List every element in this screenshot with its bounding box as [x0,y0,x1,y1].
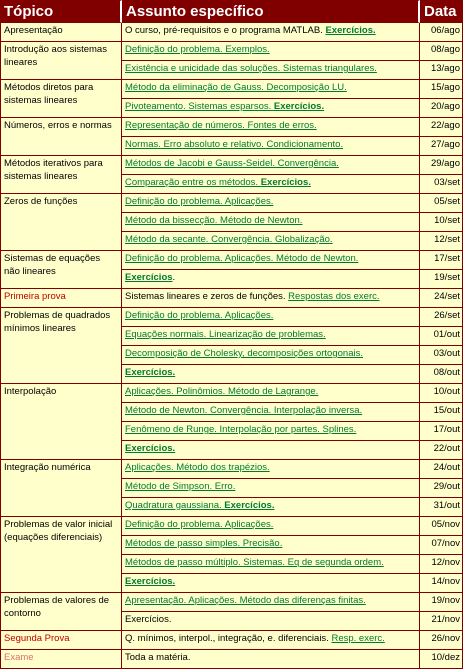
topic-link[interactable]: Aplicações. Polinômios. Método de Lagrange. [125,386,319,397]
date-cell: 08/ago [420,42,463,61]
subject-cell [122,232,420,251]
subject-cell [122,517,420,536]
topic-cell: Problemas de valores de contorno [0,593,122,631]
topic-cell: Métodos diretos para sistemas lineares [0,80,122,118]
date-cell: 17/out [420,422,463,441]
subject-cell [122,403,420,422]
subject-cell [122,194,420,213]
topic-link[interactable]: Quadratura gaussiana. [125,500,225,511]
date-cell: 03/out [420,346,463,365]
topic-cell: Introdução aos sistemas lineares [0,42,122,80]
topic-link[interactable]: Comparação entre os métodos. [125,177,261,188]
subject-cell [122,213,420,232]
date-cell: 07/nov [420,536,463,555]
topic-cell: Problemas de valor inicial (equações diferenciais) [0,517,122,593]
date-cell: 01/out [420,327,463,346]
subject-cell [122,99,420,118]
date-cell: 13/ago [420,61,463,80]
exercises-link[interactable]: Exercícios. [125,367,176,378]
subject-cell [122,118,420,137]
table-row [0,517,463,536]
exercises-link[interactable]: Exercícios. [273,101,325,112]
date-cell: 26/set [420,308,463,327]
subject-text: Toda a matéria. [125,652,191,663]
subject-cell [122,270,420,289]
exercises-link[interactable]: Exercícios. [224,500,275,511]
table-row [0,42,463,61]
table-row [0,593,463,612]
date-cell: 15/out [420,403,463,422]
subject-cell [122,479,420,498]
subject-cell [122,574,420,593]
subject-text: . [172,272,176,283]
subject-cell [122,61,420,80]
topic-link[interactable]: Representação de números. Fontes de erros. [125,120,317,131]
table-row [0,80,463,99]
date-cell: 27/ago [420,137,463,156]
topic-link[interactable]: Definição do problema. Aplicações. [125,310,274,321]
subject-cell [122,308,420,327]
subject-cell [122,536,420,555]
topic-link[interactable]: Definição do problema. Exemplos. [125,44,270,55]
date-cell: 05/set [420,194,463,213]
table-row [0,631,463,650]
date-cell: 26/nov [420,631,463,650]
topic-cell: Números, erros e normas [0,118,122,156]
table-row [0,289,463,308]
subject-cell [122,593,420,612]
table-row [0,308,463,327]
exercises-link[interactable]: Exercícios. [260,177,311,188]
topic-link[interactable]: Método de Newton. Convergência. Interpolação inversa. [125,405,363,416]
subject-cell [122,460,420,479]
subject-cell [122,650,420,669]
date-cell: 21/nov [420,612,463,631]
subject-cell [122,156,420,175]
table-row [0,650,463,669]
topic-link[interactable]: Respostas dos exerc. [288,291,380,302]
exercises-link[interactable]: Exercícios. [125,576,176,587]
date-cell: 12/set [420,232,463,251]
subject-text: O curso, pré-requisitos e o programa MATLAB. [125,25,326,36]
subject-cell [122,384,420,403]
subject-cell [122,346,420,365]
subject-cell [122,498,420,517]
topic-cell: Interpolação [0,384,122,460]
topic-link[interactable]: Método da secante. Convergência. Globalização. [125,234,333,245]
date-cell: 29/out [420,479,463,498]
topic-link[interactable]: Existência e unicidade das soluções. Sistemas triangulares. [125,63,377,74]
date-cell: 24/set [420,289,463,308]
topic-link[interactable]: Resp. exerc. [331,633,385,644]
subject-cell [122,42,420,61]
table-row [0,156,463,175]
topic-cell: Sistemas de equações não lineares [0,251,122,289]
topic-cell: Problemas de quadrados mínimos lineares [0,308,122,384]
table-row [0,251,463,270]
date-cell: 22/out [420,441,463,460]
topic-link[interactable]: Definição do problema. Aplicações. Método de Newton. [125,253,359,264]
topic-link[interactable]: Apresentação. Aplicações. Método das diferenças finitas. [125,595,366,606]
topic-cell: Métodos iterativos para sistemas lineares [0,156,122,194]
table-row [0,23,463,42]
topic-cell: Zeros de funções [0,194,122,251]
topic-link[interactable]: Definição do problema. Aplicações. [125,519,274,530]
exercises-link[interactable]: Exercícios [125,272,173,283]
header-topic: Tópico [0,0,122,23]
subject-cell [122,289,420,308]
date-cell: 15/ago [420,80,463,99]
topic-link[interactable]: Aplicações. Método dos trapézios. [125,462,270,473]
date-cell: 05/nov [420,517,463,536]
date-cell: 24/out [420,460,463,479]
exercises-link[interactable]: Exercícios. [125,443,176,454]
topic-link[interactable]: Normas. Erro absoluto e relativo. Condicionamento. [125,139,344,150]
subject-cell [122,631,420,650]
table-row [0,384,463,403]
date-cell: 14/nov [420,574,463,593]
topic-link[interactable]: Métodos de Jacobi e Gauss-Seidel. Convergência. [125,158,339,169]
date-cell: 10/out [420,384,463,403]
subject-text: Q. mínimos, interpol., integração, e. diferenciais. [125,633,332,644]
topic-link[interactable]: Método da eliminação de Gauss. Decomposição LU. [125,82,347,93]
subject-cell [122,80,420,99]
date-cell: 06/ago [420,23,463,42]
date-cell: 08/out [420,365,463,384]
subject-cell [122,365,420,384]
topic-cell: Integração numérica [0,460,122,517]
topic-cell: Primeira prova [0,289,122,308]
subject-cell [122,612,420,631]
topic-link[interactable]: Métodos de passo simples. Precisão. [125,538,283,549]
subject-text: Sistemas lineares e zeros de funções. [125,291,289,302]
date-cell: 19/set [420,270,463,289]
subject-cell [122,137,420,156]
topic-link[interactable]: Equações normais. Linearização de problemas. [125,329,326,340]
header-date: Data [420,0,463,23]
date-cell: 12/nov [420,555,463,574]
subject-cell [122,441,420,460]
header-subject: Assunto específico [122,0,420,23]
subject-cell [122,251,420,270]
subject-cell [122,175,420,194]
topic-link[interactable]: Método de Simpson. Erro. [125,481,236,492]
topic-link[interactable]: Definição do problema. Aplicações. [125,196,274,207]
date-cell: 31/out [420,498,463,517]
date-cell: 22/ago [420,118,463,137]
date-cell: 17/set [420,251,463,270]
table-row [0,460,463,479]
subject-cell [122,23,420,42]
date-cell: 20/ago [420,99,463,118]
date-cell: 10/set [420,213,463,232]
table-row [0,194,463,213]
topic-link[interactable]: Métodos de passo múltiplo. Sistemas. Eq de segunda ordem. [125,557,384,568]
topic-link[interactable]: Decomposição de Cholesky, decomposições ortogonais. [125,348,363,359]
subject-text: Exercícios. [125,614,172,625]
topic-link[interactable]: Método da bissecção. Método de Newton. [125,215,303,226]
date-cell: 19/nov [420,593,463,612]
date-cell: 10/dez [420,650,463,669]
table-row [0,118,463,137]
topic-cell: Segunda Prova [0,631,122,650]
exercises-link[interactable]: Exercícios. [325,25,376,36]
subject-cell [122,327,420,346]
topic-link[interactable]: Fenômeno de Runge. Interpolação por partes. Splines. [125,424,357,435]
date-cell: 29/ago [420,156,463,175]
date-cell: 03/set [420,175,463,194]
subject-cell [122,422,420,441]
subject-cell [122,555,420,574]
topic-link[interactable]: Pivoteamento. Sistemas esparsos. [125,101,274,112]
topic-cell: Apresentação [0,23,122,42]
header-row [0,0,463,23]
topic-cell: Exame [0,650,122,669]
schedule-body [0,23,463,669]
